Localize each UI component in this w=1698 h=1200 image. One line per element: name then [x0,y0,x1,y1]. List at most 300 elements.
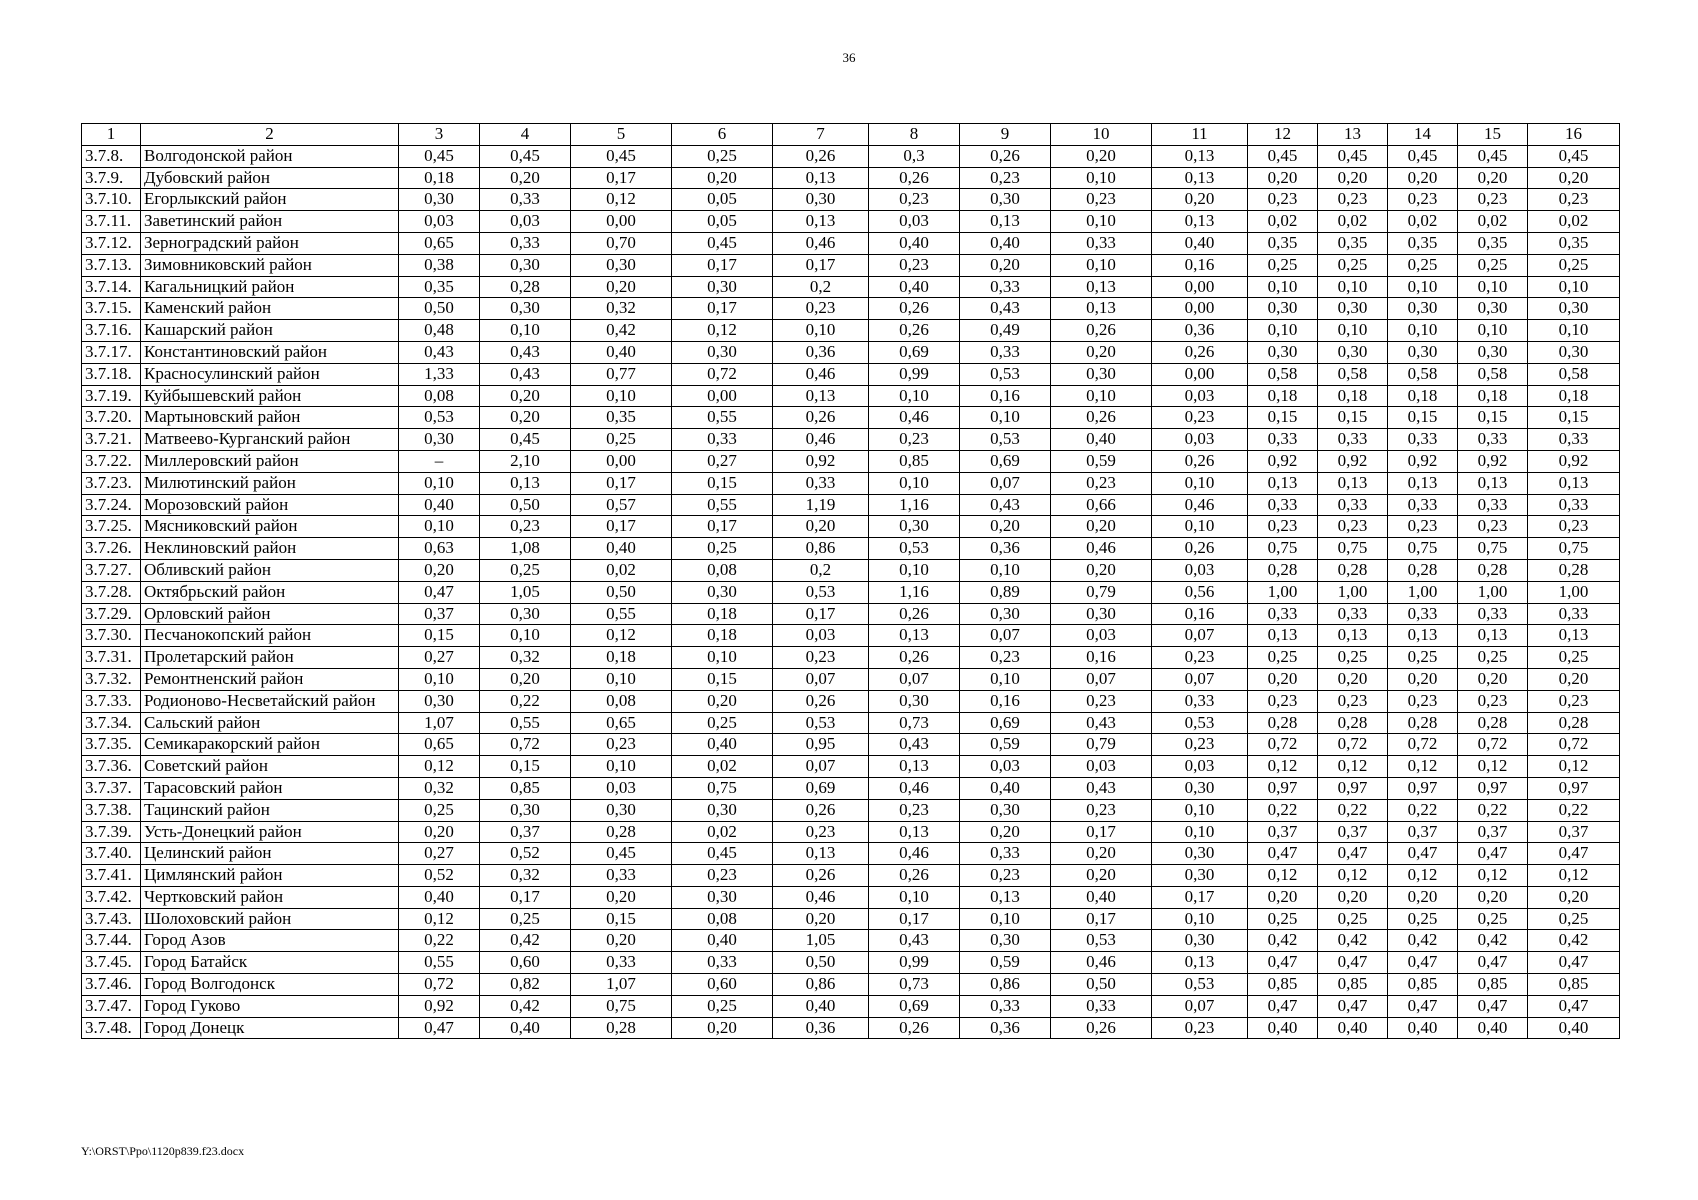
value-cell: 0,10 [1051,167,1152,189]
value-cell: 0,33 [1248,429,1318,451]
value-cell: 0,17 [1152,886,1248,908]
value-cell: 0,92 [1248,450,1318,472]
value-cell: 0,53 [1051,930,1152,952]
value-cell: 0,43 [480,341,571,363]
district-name: Милютинский район [141,472,399,494]
value-cell: 0,20 [773,516,869,538]
value-cell: 0,22 [399,930,480,952]
value-cell: 0,17 [571,472,672,494]
table-row [82,494,1620,516]
value-cell: 0,97 [1458,777,1528,799]
district-name: Тарасовский район [141,777,399,799]
value-cell: 0,20 [1388,167,1458,189]
value-cell: 0,46 [869,407,960,429]
value-cell: 0,15 [1458,407,1528,429]
value-cell: 0,37 [1528,821,1620,843]
row-code: 3.7.47. [82,995,141,1017]
value-cell: 0,03 [960,756,1051,778]
value-cell: 0,07 [960,625,1051,647]
value-cell: 0,85 [480,777,571,799]
value-cell: 0,85 [1388,974,1458,996]
value-cell: 1,00 [1528,581,1620,603]
value-cell: 0,23 [1528,516,1620,538]
value-cell: 0,20 [399,821,480,843]
value-cell: 0,40 [1458,1017,1528,1039]
value-cell: 0,40 [1051,886,1152,908]
value-cell: 0,3 [869,145,960,167]
value-cell: 0,25 [1318,254,1388,276]
value-cell: 0,20 [1051,865,1152,887]
value-cell: 0,52 [399,865,480,887]
value-cell: 0,69 [773,777,869,799]
value-cell: 0,70 [571,232,672,254]
value-cell: 0,57 [571,494,672,516]
value-cell: 0,12 [1318,865,1388,887]
row-code: 3.7.46. [82,974,141,996]
value-cell: 0,20 [1051,145,1152,167]
value-cell: 0,36 [1152,320,1248,342]
value-cell: 0,45 [1458,145,1528,167]
row-code: 3.7.28. [82,581,141,603]
value-cell: 0,25 [1318,908,1388,930]
district-name: Ремонтненский район [141,668,399,690]
value-cell: 0,55 [672,407,773,429]
value-cell: 0,40 [571,341,672,363]
value-cell: 0,10 [399,472,480,494]
value-cell: 0,30 [480,254,571,276]
value-cell: 0,13 [869,625,960,647]
value-cell: 0,77 [571,363,672,385]
value-cell: 0,13 [1152,211,1248,233]
value-cell: 0,73 [869,974,960,996]
value-cell: 0,18 [1458,385,1528,407]
value-cell: 0,16 [1152,603,1248,625]
table-row [82,930,1620,952]
value-cell: 1,07 [571,974,672,996]
value-cell: 0,56 [1152,581,1248,603]
value-cell: 0,72 [1388,734,1458,756]
value-cell: 0,13 [773,211,869,233]
value-cell: 0,85 [1248,974,1318,996]
value-cell: 0,46 [869,777,960,799]
value-cell: 0,33 [1318,429,1388,451]
value-cell: 0,20 [960,516,1051,538]
value-cell: 0,17 [672,254,773,276]
value-cell: 0,25 [1458,647,1528,669]
table-row [82,821,1620,843]
value-cell: 1,00 [1388,581,1458,603]
value-cell: 0,47 [1528,995,1620,1017]
table-row [82,799,1620,821]
column-number-header: 10 [1051,124,1152,146]
value-cell: 0,40 [480,1017,571,1039]
value-cell: 0,23 [1388,189,1458,211]
value-cell: 0,37 [1318,821,1388,843]
value-cell: 0,10 [1318,320,1388,342]
value-cell: 0,10 [773,320,869,342]
district-name: Миллеровский район [141,450,399,472]
value-cell: 0,40 [571,538,672,560]
value-cell: 0,20 [672,167,773,189]
district-name: Морозовский район [141,494,399,516]
row-code: 3.7.48. [82,1017,141,1039]
table-row [82,341,1620,363]
value-cell: 0,33 [1388,429,1458,451]
value-cell: 0,55 [672,494,773,516]
value-cell: 0,69 [869,995,960,1017]
value-cell: 0,75 [571,995,672,1017]
value-cell: 0,28 [1318,712,1388,734]
value-cell: 0,17 [869,908,960,930]
value-cell: 0,89 [960,581,1051,603]
value-cell: 0,23 [773,821,869,843]
value-cell: 1,00 [1248,581,1318,603]
row-code: 3.7.33. [82,690,141,712]
value-cell: 0,40 [399,886,480,908]
value-cell: 0,30 [1318,298,1388,320]
value-cell: 0,72 [1458,734,1528,756]
value-cell: 0,13 [1051,276,1152,298]
value-cell: 0,30 [672,341,773,363]
district-name: Сальский район [141,712,399,734]
district-name: Целинский район [141,843,399,865]
value-cell: 0,10 [1152,516,1248,538]
value-cell: 0,53 [1152,974,1248,996]
table-row [82,647,1620,669]
value-cell: 0,69 [869,341,960,363]
row-code: 3.7.9. [82,167,141,189]
district-name: Константиновский район [141,341,399,363]
value-cell: 0,10 [869,559,960,581]
district-name: Каменский район [141,298,399,320]
value-cell: 0,30 [1152,865,1248,887]
row-code: 3.7.23. [82,472,141,494]
value-cell: 0,32 [480,647,571,669]
district-name: Кагальницкий район [141,276,399,298]
value-cell: 0,33 [672,952,773,974]
value-cell: 0,38 [399,254,480,276]
district-name: Волгодонской район [141,145,399,167]
value-cell: 0,33 [1248,603,1318,625]
value-cell: 0,47 [1388,843,1458,865]
value-cell: 0,42 [480,995,571,1017]
value-cell: 0,46 [773,429,869,451]
table-row [82,908,1620,930]
value-cell: 0,23 [773,298,869,320]
value-cell: 0,25 [1388,908,1458,930]
value-cell: 0,10 [1318,276,1388,298]
value-cell: 0,13 [1152,952,1248,974]
value-cell: 0,13 [960,886,1051,908]
value-cell: 0,37 [480,821,571,843]
value-cell: 0,15 [571,908,672,930]
value-cell: 0,20 [1388,668,1458,690]
value-cell: 0,42 [571,320,672,342]
value-cell: 2,10 [480,450,571,472]
value-cell: 0,20 [1248,668,1318,690]
value-cell: 0,02 [1458,211,1528,233]
value-cell: 0,12 [1248,865,1318,887]
value-cell: 0,28 [1528,712,1620,734]
value-cell: 0,92 [399,995,480,1017]
value-cell: 0,26 [1152,538,1248,560]
value-cell: 0,25 [672,712,773,734]
value-cell: 0,55 [480,712,571,734]
value-cell: 0,50 [773,952,869,974]
value-cell: 0,53 [773,712,869,734]
value-cell: 0,23 [1051,799,1152,821]
row-code: 3.7.26. [82,538,141,560]
value-cell: 0,13 [1051,298,1152,320]
table-row [82,320,1620,342]
district-name: Красносулинский район [141,363,399,385]
value-cell: 0,12 [571,625,672,647]
value-cell: 0,37 [1458,821,1528,843]
value-cell: 0,25 [672,145,773,167]
value-cell: 0,23 [1152,647,1248,669]
table-row [82,211,1620,233]
value-cell: 0,10 [1528,276,1620,298]
value-cell: 0,02 [1528,211,1620,233]
value-cell: 0,22 [1318,799,1388,821]
value-cell: 0,30 [571,799,672,821]
value-cell: 0,28 [480,276,571,298]
value-cell: 0,03 [1152,385,1248,407]
value-cell: 0,58 [1248,363,1318,385]
value-cell: 0,10 [1458,320,1528,342]
value-cell: 0,23 [1458,690,1528,712]
value-cell: 0,12 [1528,756,1620,778]
row-code: 3.7.16. [82,320,141,342]
value-cell: 0,28 [1458,559,1528,581]
value-cell: 0,23 [1051,472,1152,494]
value-cell: 0,85 [1318,974,1388,996]
value-cell: 0,40 [399,494,480,516]
value-cell: 0,47 [1528,952,1620,974]
value-cell: 0,10 [1152,799,1248,821]
value-cell: 0,59 [960,952,1051,974]
value-cell: 0,49 [960,320,1051,342]
value-cell: 0,85 [1528,974,1620,996]
value-cell: 0,35 [1318,232,1388,254]
row-code: 3.7.45. [82,952,141,974]
value-cell: 0,15 [1528,407,1620,429]
district-name: Заветинский район [141,211,399,233]
value-cell: 0,43 [869,734,960,756]
table-row [82,538,1620,560]
value-cell: 0,07 [1051,668,1152,690]
value-cell: 0,20 [1051,843,1152,865]
table-row [82,385,1620,407]
value-cell: 0,23 [1248,189,1318,211]
value-cell: 0,32 [399,777,480,799]
row-code: 3.7.32. [82,668,141,690]
value-cell: 0,26 [960,145,1051,167]
district-name: Мартыновский район [141,407,399,429]
value-cell: 0,16 [1152,254,1248,276]
value-cell: 0,17 [480,886,571,908]
value-cell: 0,10 [1248,320,1318,342]
row-code: 3.7.39. [82,821,141,843]
value-cell: 0,10 [672,647,773,669]
value-cell: 0,47 [1318,843,1388,865]
value-cell: 0,03 [1051,756,1152,778]
district-name: Цимлянский район [141,865,399,887]
value-cell: 0,30 [672,581,773,603]
row-code: 3.7.12. [82,232,141,254]
value-cell: 0,35 [1248,232,1318,254]
value-cell: 0,26 [1051,1017,1152,1039]
value-cell: 0,92 [1528,450,1620,472]
value-cell: 0,25 [1528,647,1620,669]
value-cell: 0,63 [399,538,480,560]
value-cell: 0,43 [1051,712,1152,734]
value-cell: 0,13 [1248,472,1318,494]
table-row [82,581,1620,603]
value-cell: 0,86 [960,974,1051,996]
value-cell: 0,22 [1458,799,1528,821]
column-number-header: 1 [82,124,141,146]
value-cell: 0,26 [869,167,960,189]
value-cell: 0,08 [571,690,672,712]
value-cell: 0,30 [399,429,480,451]
value-cell: 0,40 [1152,232,1248,254]
value-cell: 0,47 [1318,952,1388,974]
value-cell: 0,12 [672,320,773,342]
value-cell: 0,10 [869,886,960,908]
district-name: Зимовниковский район [141,254,399,276]
value-cell: 0,33 [1248,494,1318,516]
value-cell: 0,23 [1388,516,1458,538]
value-cell: 0,35 [571,407,672,429]
value-cell: 0,23 [869,189,960,211]
row-code: 3.7.41. [82,865,141,887]
value-cell: 0,33 [773,472,869,494]
table-row [82,167,1620,189]
value-cell: 0,86 [773,974,869,996]
value-cell: 0,22 [1248,799,1318,821]
value-cell: 0,20 [1152,189,1248,211]
value-cell: 0,42 [1318,930,1388,952]
district-name: Егорлыкский район [141,189,399,211]
value-cell: 0,10 [869,472,960,494]
value-cell: 0,30 [672,799,773,821]
value-cell: 0,23 [1152,734,1248,756]
value-cell: 0,10 [571,668,672,690]
value-cell: 0,03 [399,211,480,233]
column-number-header: 6 [672,124,773,146]
value-cell: 0,10 [1051,211,1152,233]
value-cell: 0,10 [480,320,571,342]
value-cell: 0,2 [773,559,869,581]
value-cell: 0,72 [480,734,571,756]
value-cell: 0,18 [1248,385,1318,407]
row-code: 3.7.30. [82,625,141,647]
value-cell: 0,26 [869,865,960,887]
value-cell: 0,15 [399,625,480,647]
value-cell: 0,75 [1318,538,1388,560]
value-cell: 0,33 [1051,995,1152,1017]
district-name: Кашарский район [141,320,399,342]
value-cell: 0,13 [869,821,960,843]
table-row [82,952,1620,974]
value-cell: 0,40 [1318,1017,1388,1039]
value-cell: 0,28 [1318,559,1388,581]
value-cell: 0,28 [1528,559,1620,581]
value-cell: 0,18 [571,647,672,669]
value-cell: 0,33 [480,189,571,211]
row-code: 3.7.24. [82,494,141,516]
value-cell: 0,33 [1051,232,1152,254]
table-row [82,995,1620,1017]
value-cell: 0,00 [571,211,672,233]
value-cell: 0,45 [571,843,672,865]
value-cell: 0,20 [1248,886,1318,908]
table-row [82,254,1620,276]
value-cell: 0,12 [1388,756,1458,778]
value-cell: 0,58 [1528,363,1620,385]
value-cell: 0,23 [1458,516,1528,538]
value-cell: 0,13 [1528,472,1620,494]
value-cell: 0,99 [869,952,960,974]
value-cell: 0,26 [1152,450,1248,472]
value-cell: 0,40 [773,995,869,1017]
value-cell: 0,07 [1152,668,1248,690]
value-cell: 0,17 [672,516,773,538]
value-cell: 0,17 [571,167,672,189]
value-cell: 0,43 [869,930,960,952]
value-cell: 0,23 [773,647,869,669]
value-cell: 0,23 [1248,516,1318,538]
value-cell: 0,17 [672,298,773,320]
value-cell: 0,23 [1318,516,1388,538]
value-cell: 0,20 [1318,668,1388,690]
value-cell: 0,50 [571,581,672,603]
value-cell: 0,92 [1388,450,1458,472]
value-cell: 0,40 [960,232,1051,254]
district-name: Город Волгодонск [141,974,399,996]
value-cell: 0,30 [1458,298,1528,320]
value-cell: 0,47 [1388,995,1458,1017]
value-cell: 0,92 [1318,450,1388,472]
table-row [82,189,1620,211]
district-name: Матвеево-Курганский район [141,429,399,451]
value-cell: 0,26 [869,1017,960,1039]
value-cell: 0,20 [1528,167,1620,189]
value-cell: 0,03 [1152,756,1248,778]
district-name: Орловский район [141,603,399,625]
value-cell: 0,45 [480,429,571,451]
value-cell: 0,30 [1318,341,1388,363]
value-cell: 0,25 [1388,254,1458,276]
district-name: Куйбышевский район [141,385,399,407]
value-cell: 0,33 [960,843,1051,865]
value-cell: 0,26 [869,603,960,625]
value-cell: 0,03 [1152,559,1248,581]
value-cell: 0,47 [399,581,480,603]
value-cell: 0,10 [1248,276,1318,298]
value-cell: 0,13 [1388,472,1458,494]
value-cell: 0,30 [399,189,480,211]
column-number-header: 14 [1388,124,1458,146]
value-cell: 0,20 [1458,886,1528,908]
value-cell: 0,20 [1248,167,1318,189]
value-cell: 0,43 [399,341,480,363]
value-cell: 0,22 [480,690,571,712]
value-cell: 0,97 [1248,777,1318,799]
value-cell: 0,72 [1248,734,1318,756]
value-cell: 0,23 [672,865,773,887]
